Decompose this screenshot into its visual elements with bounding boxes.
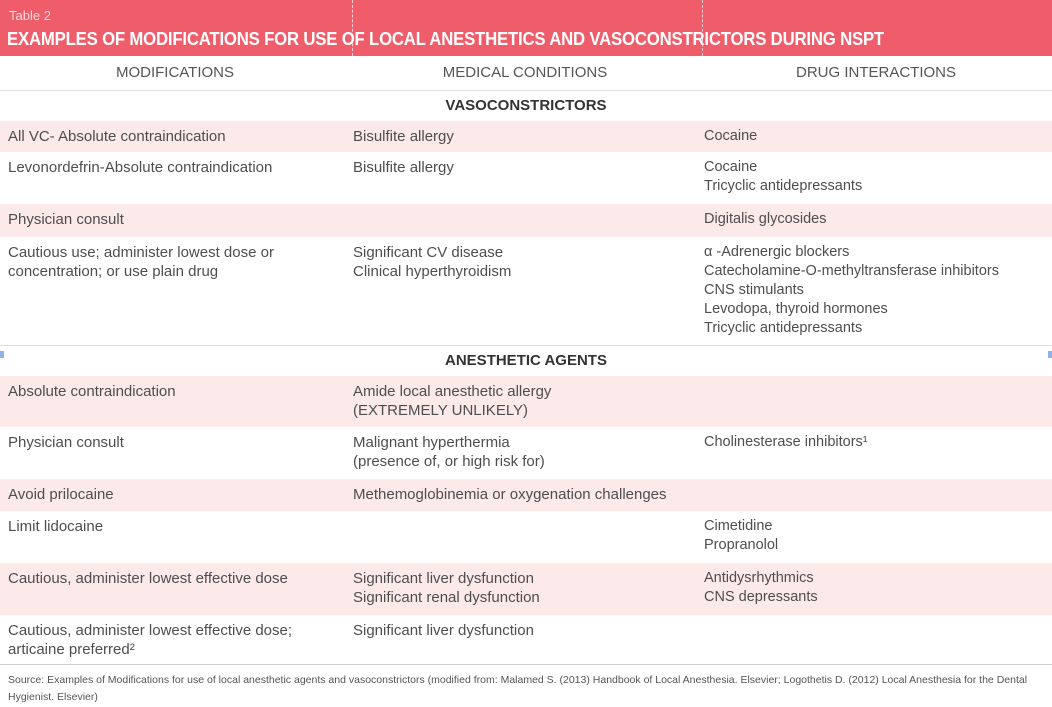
cell-line: Physician consult <box>8 434 124 451</box>
cell-modifications <box>8 621 338 659</box>
cell-modifications <box>8 433 338 452</box>
cell-line: Levonordefrin-Absolute contraindication <box>8 159 273 176</box>
cell-line: Cocaine <box>704 159 758 175</box>
cell-medical-conditions <box>353 243 698 281</box>
table-row <box>0 615 1052 664</box>
cell-line: Cimetidine <box>704 518 773 534</box>
cell-line: Tricyclic antidepressants <box>704 178 863 194</box>
cell-line: Limit lidocaine <box>8 518 104 535</box>
table-row <box>0 563 1052 615</box>
cell-modifications <box>8 127 338 146</box>
cell-line: Digitalis glycosides <box>704 211 827 227</box>
section-heading: ANESTHETIC AGENTS <box>0 345 1052 377</box>
cell-line: Propranolol <box>704 537 779 553</box>
cell-line: Significant liver dysfunction <box>353 570 534 587</box>
table-row <box>0 204 1052 237</box>
cell-line: Avoid prilocaine <box>8 486 114 503</box>
cell-line: concentration; or use plain drug <box>8 263 219 280</box>
cell-line: Antidysrhythmics <box>704 570 814 586</box>
cell-line: Absolute contraindication <box>8 383 176 400</box>
column-divider-mark <box>352 0 353 56</box>
source-note: Source: Examples of Modifications for use of local anesthetic agents and vasoconstrictors (modified from: Malamed S. (2013) Handbook of Local Anesthesia. Elsevier; Logothetis D. (2012) Local Anesthesia for the Dental Hygienist. Elsevier) <box>8 674 1028 703</box>
cell-medical-conditions <box>353 158 698 177</box>
cell-line: Cholinesterase inhibitors¹ <box>704 434 868 450</box>
cell-drug-interactions <box>704 243 1050 338</box>
table-row <box>0 427 1052 479</box>
cell-medical-conditions <box>353 382 698 420</box>
cell-line: Methemoglobinemia or oxygenation challenges <box>353 486 667 503</box>
cell-medical-conditions <box>353 127 698 146</box>
cell-medical-conditions <box>353 621 698 640</box>
cell-line: Malignant hyperthermia <box>353 434 510 451</box>
table-row <box>0 511 1052 563</box>
cell-line: Cautious, administer lowest effective dose <box>8 570 288 587</box>
cell-drug-interactions <box>704 210 1050 229</box>
cell-medical-conditions <box>353 485 698 504</box>
table-row <box>0 479 1052 511</box>
cell-line: Cautious use; administer lowest dose or <box>8 244 274 261</box>
table-title: EXAMPLES OF MODIFICATIONS FOR USE OF LOCAL ANESTHETICS AND VASOCONSTRICTORS DURING NSPT <box>7 29 884 49</box>
column-header-modifications: MODIFICATIONS <box>115 64 235 81</box>
cell-line: CNS stimulants <box>704 282 804 298</box>
table-header <box>0 0 1052 56</box>
cell-modifications <box>8 243 338 281</box>
section-heading: VASOCONSTRICTORS <box>0 90 1052 122</box>
cell-line: Catecholamine-O-methyltransferase inhibitors <box>704 263 999 279</box>
cell-modifications <box>8 569 338 588</box>
cell-modifications <box>8 517 338 536</box>
cell-line: Cautious, administer lowest effective dose; <box>8 622 293 639</box>
left-edge-marker <box>0 351 4 358</box>
cell-drug-interactions <box>704 158 1050 196</box>
cell-medical-conditions <box>353 433 698 471</box>
cell-line: Clinical hyperthyroidism <box>353 263 512 280</box>
cell-line: Cocaine <box>704 128 758 144</box>
cell-line: Physician consult <box>8 211 124 228</box>
cell-medical-conditions <box>353 569 698 607</box>
table-label: Table 2 <box>9 8 51 23</box>
table-row <box>0 121 1052 152</box>
column-divider-mark <box>702 0 703 56</box>
cell-line: (presence of, or high risk for) <box>353 453 545 470</box>
column-header-medical-conditions: MEDICAL CONDITIONS <box>442 64 608 81</box>
cell-drug-interactions <box>704 127 1050 146</box>
table-row <box>0 376 1052 427</box>
cell-line: Amide local anesthetic allergy <box>353 383 552 400</box>
table-row <box>0 237 1052 345</box>
column-header-drug-interactions: DRUG INTERACTIONS <box>795 64 956 81</box>
cell-line: Bisulfite allergy <box>353 159 454 176</box>
cell-line: Bisulfite allergy <box>353 128 454 145</box>
cell-line: articaine preferred² <box>8 641 135 658</box>
cell-modifications <box>8 485 338 504</box>
cell-line: Levodopa, thyroid hormones <box>704 301 888 317</box>
table-source <box>0 664 1052 707</box>
right-edge-marker <box>1048 351 1052 358</box>
cell-line: Tricyclic antidepressants <box>704 320 863 336</box>
cell-drug-interactions <box>704 517 1050 555</box>
cell-modifications <box>8 158 338 177</box>
cell-drug-interactions <box>704 569 1050 607</box>
cell-line: CNS depressants <box>704 589 818 605</box>
cell-line: Significant CV disease <box>353 244 504 261</box>
cell-line: (EXTREMELY UNLIKELY) <box>353 402 529 419</box>
cell-line: α -Adrenergic blockers <box>704 244 850 260</box>
cell-line: Significant liver dysfunction <box>353 622 534 639</box>
cell-line: Significant renal dysfunction <box>353 589 540 606</box>
table-row <box>0 152 1052 204</box>
cell-modifications <box>8 210 338 229</box>
cell-drug-interactions <box>704 433 1050 452</box>
cell-line: All VC- Absolute contraindication <box>8 128 226 145</box>
cell-modifications <box>8 382 338 401</box>
